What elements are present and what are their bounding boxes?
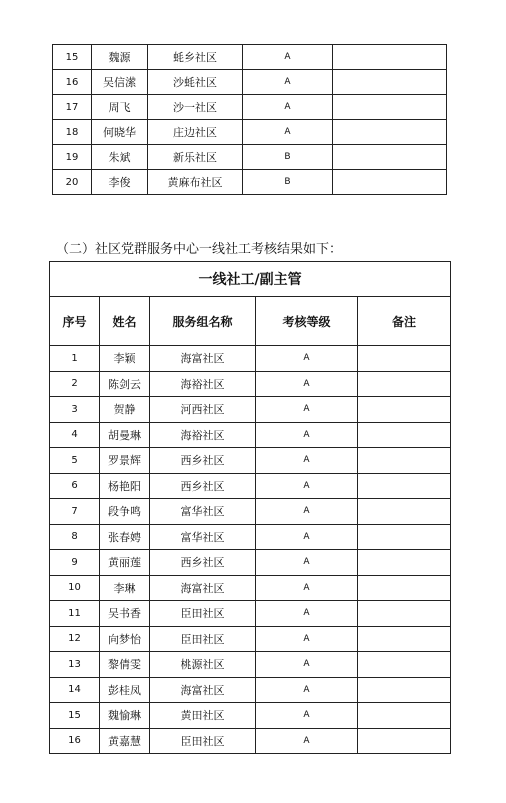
community-cell: 沙蚝社区 xyxy=(148,70,243,95)
name-cell: 黄嘉慧 xyxy=(100,728,150,754)
note-cell xyxy=(358,626,451,652)
name-cell: 李琳 xyxy=(100,575,150,601)
number-cell: 7 xyxy=(50,499,100,525)
note-cell xyxy=(358,473,451,499)
community-cell: 西乡社区 xyxy=(150,473,256,499)
grade-cell: A xyxy=(256,703,358,729)
grade-cell: A xyxy=(243,70,333,95)
note-cell xyxy=(333,120,447,145)
note-cell xyxy=(358,346,451,372)
header-grade: 考核等级 xyxy=(256,297,358,346)
frontline-social-worker-table xyxy=(49,261,451,754)
name-cell: 何晓华 xyxy=(92,120,148,145)
number-cell: 10 xyxy=(50,575,100,601)
grade-cell: A xyxy=(256,728,358,754)
community-cell: 臣田社区 xyxy=(150,626,256,652)
community-cell: 海裕社区 xyxy=(150,422,256,448)
community-cell: 沙一社区 xyxy=(148,95,243,120)
header-note: 备注 xyxy=(358,297,451,346)
community-cell: 蚝乡社区 xyxy=(148,45,243,70)
table-row xyxy=(50,448,451,474)
table-row xyxy=(50,422,451,448)
grade-cell: A xyxy=(256,652,358,678)
community-cell: 河西社区 xyxy=(150,397,256,423)
number-cell: 15 xyxy=(53,45,92,70)
table-row xyxy=(50,397,451,423)
community-cell: 臣田社区 xyxy=(150,728,256,754)
table-row xyxy=(50,677,451,703)
grade-cell: A xyxy=(256,499,358,525)
name-cell: 贺静 xyxy=(100,397,150,423)
table-row xyxy=(50,575,451,601)
number-cell: 17 xyxy=(53,95,92,120)
note-cell xyxy=(358,703,451,729)
community-cell: 桃源社区 xyxy=(150,652,256,678)
community-cell: 臣田社区 xyxy=(150,601,256,627)
table-row xyxy=(50,728,451,754)
table-row xyxy=(53,120,447,145)
grade-cell: A xyxy=(256,346,358,372)
number-cell: 16 xyxy=(50,728,100,754)
community-cell: 黄麻布社区 xyxy=(148,170,243,195)
note-cell xyxy=(358,422,451,448)
number-cell: 3 xyxy=(50,397,100,423)
table-row xyxy=(50,652,451,678)
name-cell: 黄丽莲 xyxy=(100,550,150,576)
grade-cell: A xyxy=(256,575,358,601)
table-row xyxy=(53,95,447,120)
name-cell: 张春娉 xyxy=(100,524,150,550)
table-row xyxy=(50,550,451,576)
note-cell xyxy=(333,145,447,170)
table-row xyxy=(50,601,451,627)
number-cell: 4 xyxy=(50,422,100,448)
community-cell: 海裕社区 xyxy=(150,371,256,397)
grade-cell: A xyxy=(256,677,358,703)
name-cell: 陈剑云 xyxy=(100,371,150,397)
community-cell: 海富社区 xyxy=(150,677,256,703)
name-cell: 李俊 xyxy=(92,170,148,195)
community-cell: 富华社区 xyxy=(150,524,256,550)
table-title: 一线社工/副主管 xyxy=(50,262,451,297)
number-cell: 16 xyxy=(53,70,92,95)
header-number: 序号 xyxy=(50,297,100,346)
name-cell: 黎倩雯 xyxy=(100,652,150,678)
table-row xyxy=(50,473,451,499)
community-cell: 富华社区 xyxy=(150,499,256,525)
community-cell: 西乡社区 xyxy=(150,550,256,576)
table-row xyxy=(50,371,451,397)
name-cell: 胡曼琳 xyxy=(100,422,150,448)
number-cell: 6 xyxy=(50,473,100,499)
name-cell: 杨艳阳 xyxy=(100,473,150,499)
name-cell: 吴书香 xyxy=(100,601,150,627)
note-cell xyxy=(358,728,451,754)
name-cell: 段争鸣 xyxy=(100,499,150,525)
table-row xyxy=(53,170,447,195)
number-cell: 5 xyxy=(50,448,100,474)
number-cell: 18 xyxy=(53,120,92,145)
number-cell: 11 xyxy=(50,601,100,627)
table-row xyxy=(53,45,447,70)
note-cell xyxy=(333,95,447,120)
grade-cell: A xyxy=(256,473,358,499)
note-cell xyxy=(333,170,447,195)
name-cell: 周飞 xyxy=(92,95,148,120)
number-cell: 14 xyxy=(50,677,100,703)
previous-results-body xyxy=(53,45,447,195)
table-row xyxy=(50,626,451,652)
community-cell: 黄田社区 xyxy=(150,703,256,729)
note-cell xyxy=(358,677,451,703)
table-row xyxy=(50,703,451,729)
name-cell: 李颖 xyxy=(100,346,150,372)
grade-cell: A xyxy=(256,371,358,397)
number-cell: 20 xyxy=(53,170,92,195)
name-cell: 吴信潆 xyxy=(92,70,148,95)
community-cell: 海富社区 xyxy=(150,575,256,601)
note-cell xyxy=(333,45,447,70)
table-row xyxy=(50,499,451,525)
note-cell xyxy=(358,524,451,550)
number-cell: 13 xyxy=(50,652,100,678)
grade-cell: A xyxy=(256,601,358,627)
table-row xyxy=(50,346,451,372)
number-cell: 1 xyxy=(50,346,100,372)
grade-cell: A xyxy=(243,95,333,120)
note-cell xyxy=(358,550,451,576)
name-cell: 向梦怡 xyxy=(100,626,150,652)
note-cell xyxy=(358,499,451,525)
previous-results-table xyxy=(52,44,447,195)
note-cell xyxy=(358,448,451,474)
grade-cell: A xyxy=(256,422,358,448)
grade-cell: A xyxy=(256,626,358,652)
frontline-social-worker-body xyxy=(50,346,451,754)
note-cell xyxy=(358,397,451,423)
section-heading: （二）社区党群服务中心一线社工考核结果如下： xyxy=(56,242,343,257)
note-cell xyxy=(358,575,451,601)
note-cell xyxy=(333,70,447,95)
table-row xyxy=(53,70,447,95)
number-cell: 12 xyxy=(50,626,100,652)
note-cell xyxy=(358,652,451,678)
number-cell: 19 xyxy=(53,145,92,170)
grade-cell: A xyxy=(256,448,358,474)
note-cell xyxy=(358,371,451,397)
number-cell: 9 xyxy=(50,550,100,576)
grade-cell: B xyxy=(243,145,333,170)
number-cell: 8 xyxy=(50,524,100,550)
community-cell: 西乡社区 xyxy=(150,448,256,474)
name-cell: 魏源 xyxy=(92,45,148,70)
grade-cell: A xyxy=(256,397,358,423)
note-cell xyxy=(358,601,451,627)
number-cell: 2 xyxy=(50,371,100,397)
grade-cell: A xyxy=(243,120,333,145)
grade-cell: A xyxy=(256,550,358,576)
name-cell: 魏愉琳 xyxy=(100,703,150,729)
name-cell: 罗景辉 xyxy=(100,448,150,474)
table-row xyxy=(50,524,451,550)
community-cell: 庄边社区 xyxy=(148,120,243,145)
community-cell: 新乐社区 xyxy=(148,145,243,170)
community-cell: 海富社区 xyxy=(150,346,256,372)
header-service-group: 服务组名称 xyxy=(150,297,256,346)
name-cell: 朱斌 xyxy=(92,145,148,170)
number-cell: 15 xyxy=(50,703,100,729)
header-name: 姓名 xyxy=(100,297,150,346)
grade-cell: A xyxy=(256,524,358,550)
table-row xyxy=(53,145,447,170)
name-cell: 彭桂凤 xyxy=(100,677,150,703)
grade-cell: B xyxy=(243,170,333,195)
grade-cell: A xyxy=(243,45,333,70)
